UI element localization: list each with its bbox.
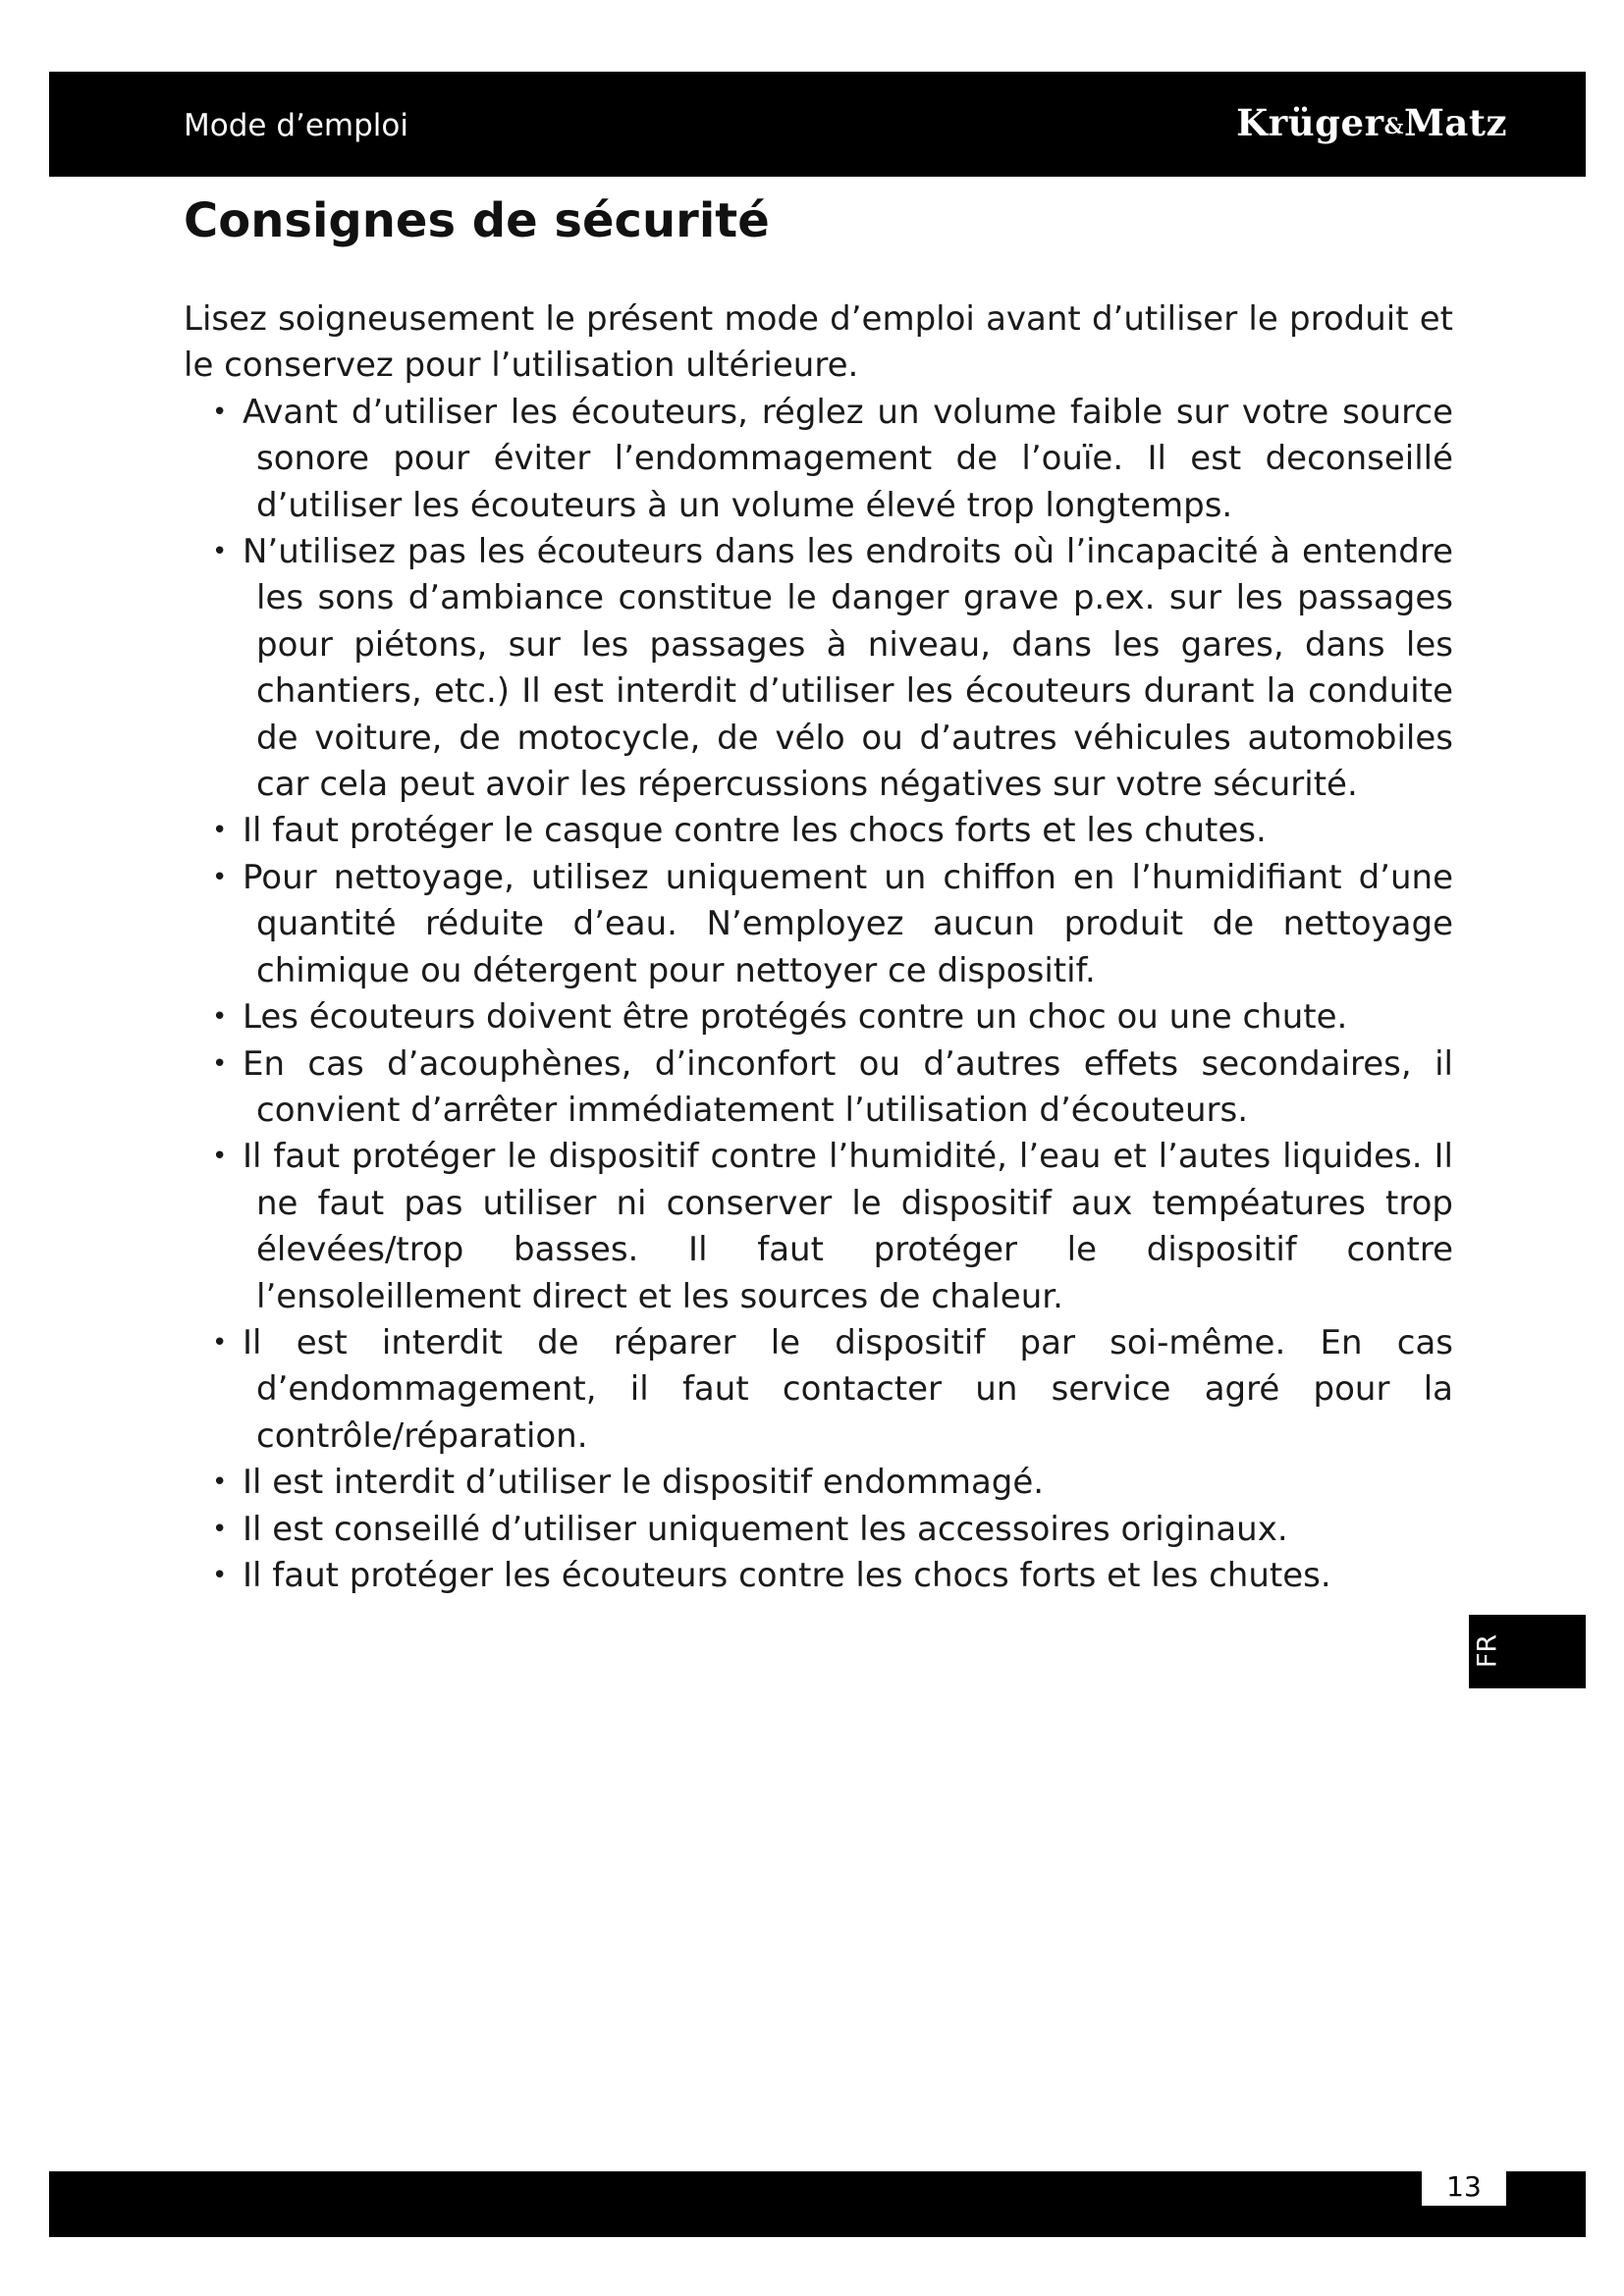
list-item-text: N’utilisez pas les écouteurs dans les endroits où l’incapacité à entendre les sons d’ambiance constitue le danger grave p.ex. sur les passages pour piétons, sur les passages à niveau, dans les gares, dans les chantiers, etc.) Il est interdit d’utiliser les écouteurs durant la conduite de voiture, de motocycle, de vélo ou d’autres véhicules automobiles car cela peut avoir les répercussions négatives sur votre sécurité. bbox=[243, 532, 1453, 805]
list-item bbox=[184, 1134, 1453, 1320]
header-title: Mode d’emploi bbox=[184, 108, 408, 143]
list-item bbox=[184, 1553, 1453, 1599]
bullet-icon: • bbox=[212, 537, 228, 567]
bullet-icon: • bbox=[212, 1002, 228, 1033]
bullet-icon: • bbox=[212, 1514, 228, 1544]
footer-bar bbox=[49, 2171, 1586, 2237]
brand-ampersand: & bbox=[1383, 114, 1404, 139]
bullet-icon: • bbox=[212, 1048, 228, 1079]
page-number: 13 bbox=[1446, 2170, 1482, 2203]
list-item bbox=[184, 808, 1453, 854]
bullet-icon: • bbox=[212, 1327, 228, 1358]
list-item-text: Il est conseillé d’utiliser uniquement les accessoires originaux. bbox=[243, 1509, 1288, 1549]
brand-logo bbox=[1236, 101, 1507, 144]
brand-name-first: Krüger bbox=[1236, 101, 1384, 144]
list-item-text: Les écouteurs doivent être protégés contre un choc ou une chute. bbox=[243, 997, 1348, 1038]
page-number-box bbox=[1422, 2171, 1506, 2206]
brand-name-second: Matz bbox=[1403, 101, 1507, 144]
list-item bbox=[184, 390, 1453, 529]
header-bar bbox=[49, 72, 1586, 177]
bullet-icon: • bbox=[212, 397, 228, 427]
bullet-icon: • bbox=[212, 1142, 228, 1172]
bullet-icon: • bbox=[212, 1560, 228, 1590]
list-item-text: Avant d’utiliser les écouteurs, réglez un volume faible sur votre source sonore pour éviter l’endommagement de l’ouïe. Il est deconseillé d’utiliser les écouteurs à un volume élevé trop longtemps. bbox=[243, 392, 1453, 525]
page-title: Consignes de sécurité bbox=[184, 193, 770, 248]
bullet-icon: • bbox=[212, 862, 228, 892]
list-item-text: Il est interdit d’utiliser le dispositif endommagé. bbox=[243, 1463, 1045, 1503]
list-item bbox=[184, 1507, 1453, 1553]
list-item bbox=[184, 994, 1453, 1041]
bullet-icon: • bbox=[212, 816, 228, 846]
safety-instructions-list bbox=[184, 390, 1453, 1600]
bullet-icon: • bbox=[212, 1468, 228, 1498]
list-item-text: Il faut protéger le casque contre les chocs forts et les chutes. bbox=[243, 811, 1267, 851]
list-item bbox=[184, 855, 1453, 994]
safety-content bbox=[184, 296, 1453, 1599]
list-item-text: En cas d’acouphènes, d’inconfort ou d’autres effets secondaires, il convient d’arrêter immédiatement l’utilisation d’écouteurs. bbox=[243, 1043, 1453, 1130]
language-label: FR bbox=[1472, 1633, 1503, 1669]
language-tab bbox=[1469, 1615, 1586, 1688]
list-item-text: Il faut protéger les écouteurs contre les chocs forts et les chutes. bbox=[243, 1555, 1331, 1595]
list-item-text: Il est interdit de réparer le dispositif par soi-même. En cas d’endommagement, il faut contacter un service agré pour la contrôle/réparation. bbox=[243, 1322, 1453, 1456]
list-item-text: Il faut protéger le dispositif contre l’humidité, l’eau et l’autes liquides. Il ne faut pas utiliser ni conserver le dispositif aux tempéatures trop élevées/trop basses. Il faut protéger le dispositif contre l’ensoleillement direct et les sources de chaleur. bbox=[243, 1137, 1453, 1316]
list-item bbox=[184, 1320, 1453, 1460]
list-item-text: Pour nettoyage, utilisez uniquement un chiffon en l’humidifiant d’une quantité réduite d’eau. N’employez aucun produit de nettoyage chimique ou détergent pour nettoyer ce dispositif. bbox=[243, 857, 1453, 990]
list-item bbox=[184, 1041, 1453, 1135]
intro-paragraph: Lisez soigneusement le présent mode d’emploi avant d’utiliser le produit et le conservez pour l’utilisation ultérieure. bbox=[184, 299, 1453, 386]
list-item bbox=[184, 1460, 1453, 1506]
list-item bbox=[184, 529, 1453, 808]
